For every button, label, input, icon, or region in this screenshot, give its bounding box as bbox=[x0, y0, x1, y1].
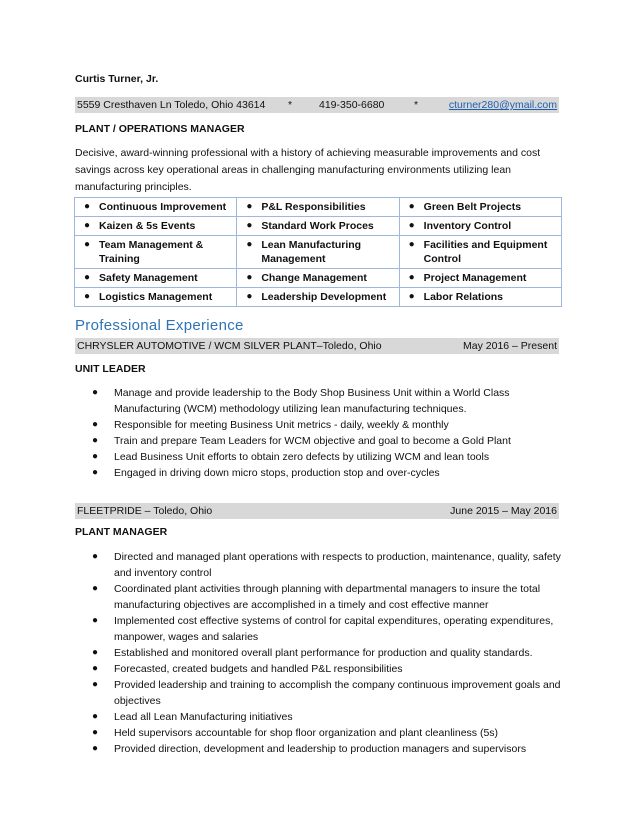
bullet-icon: ● bbox=[92, 467, 99, 478]
bullet-icon: ● bbox=[92, 583, 99, 594]
skills-row bbox=[75, 217, 562, 236]
skills-row bbox=[75, 198, 562, 217]
list-item bbox=[92, 417, 562, 433]
job-dates: June 2015 – May 2016 bbox=[450, 505, 557, 517]
skill-item bbox=[399, 217, 561, 236]
bullet-icon: ● bbox=[246, 291, 253, 302]
skill-label: Safety Management bbox=[99, 272, 198, 284]
bullet-text: Responsible for meeting Business Unit metrics - daily, weekly & monthly bbox=[114, 419, 449, 431]
skill-item bbox=[237, 288, 399, 307]
list-item bbox=[92, 465, 562, 481]
bullet-icon: ● bbox=[408, 201, 415, 212]
bullet-text: Established and monitored overall plant performance for production and quality standards. bbox=[114, 647, 533, 659]
bullet-icon: ● bbox=[246, 201, 253, 212]
bullet-icon: ● bbox=[92, 663, 99, 674]
bullet-icon: ● bbox=[84, 201, 91, 212]
bullet-text: Provided leadership and training to accomplish the company continuous improvement goals and objectives bbox=[114, 679, 561, 707]
skill-label: Change Management bbox=[261, 272, 367, 284]
skills-row bbox=[75, 269, 562, 288]
role-title: UNIT LEADER bbox=[75, 363, 146, 375]
skill-label: Labor Relations bbox=[423, 291, 504, 303]
bullet-icon: ● bbox=[92, 451, 99, 462]
skill-item bbox=[237, 236, 399, 269]
skill-item bbox=[237, 217, 399, 236]
list-item bbox=[92, 449, 562, 465]
list-item bbox=[92, 741, 562, 757]
bullet-icon: ● bbox=[92, 711, 99, 722]
bullet-text: Train and prepare Team Leaders for WCM objective and goal to become a Gold Plant bbox=[114, 435, 511, 447]
list-item bbox=[92, 725, 562, 741]
company-name: FLEETPRIDE – Toledo, Ohio bbox=[77, 505, 213, 517]
bullet-icon: ● bbox=[92, 615, 99, 626]
email-link[interactable]: cturner280@ymail.com bbox=[448, 99, 557, 111]
bullet-icon: ● bbox=[408, 220, 415, 231]
list-item bbox=[92, 385, 562, 417]
skill-item bbox=[75, 236, 237, 269]
skill-item bbox=[399, 269, 561, 288]
list-item bbox=[92, 613, 562, 645]
skill-item bbox=[75, 198, 237, 217]
bullet-text: Lead Business Unit efforts to obtain zero defects by utilizing WCM and lean tools bbox=[114, 451, 490, 463]
skill-label: Facilities and Equipment Control bbox=[423, 239, 548, 265]
skill-label: Kaizen & 5s Events bbox=[99, 220, 196, 232]
bullet-icon: ● bbox=[92, 551, 99, 562]
job-title: PLANT / OPERATIONS MANAGER bbox=[75, 123, 245, 135]
skill-item bbox=[399, 288, 561, 307]
bullet-icon: ● bbox=[84, 239, 91, 250]
skill-label: Team Management & Training bbox=[99, 239, 204, 265]
bullet-icon: ● bbox=[246, 272, 253, 283]
bullet-icon: ● bbox=[408, 291, 415, 302]
bullet-icon: ● bbox=[92, 743, 99, 754]
skill-item bbox=[237, 198, 399, 217]
skill-item bbox=[399, 236, 561, 269]
list-item bbox=[92, 661, 562, 677]
job-bullets bbox=[92, 385, 562, 481]
bullet-text: Coordinated plant activities through planning with departmental managers to insure the total manufacturing objectives are accomplished in a timely and cost effective manner bbox=[114, 583, 541, 611]
bullet-text: Implemented cost effective systems of control for capital expenditures, operating expenditures, manpower, wages and salaries bbox=[114, 615, 554, 643]
skill-item bbox=[75, 217, 237, 236]
bullet-icon: ● bbox=[92, 419, 99, 430]
separator: * bbox=[414, 99, 419, 111]
role-title: PLANT MANAGER bbox=[75, 526, 168, 538]
phone: 419-350-6680 bbox=[319, 99, 385, 111]
job-header-bar bbox=[75, 503, 559, 519]
skill-item bbox=[237, 269, 399, 288]
skill-label: P&L Responsibilities bbox=[261, 201, 366, 213]
bullet-icon: ● bbox=[92, 679, 99, 690]
skill-item bbox=[399, 198, 561, 217]
bullet-text: Provided direction, development and leadership to production managers and supervisors bbox=[114, 743, 527, 755]
skill-label: Logistics Management bbox=[99, 291, 213, 303]
bullet-icon: ● bbox=[408, 272, 415, 283]
skill-item bbox=[75, 288, 237, 307]
experience-heading: Professional Experience bbox=[75, 317, 244, 334]
candidate-name: Curtis Turner, Jr. bbox=[75, 73, 159, 85]
list-item bbox=[92, 709, 562, 725]
skill-label: Project Management bbox=[423, 272, 527, 284]
skills-row bbox=[75, 236, 562, 269]
company-name: CHRYSLER AUTOMOTIVE / WCM SILVER PLANT–Toledo, Ohio bbox=[77, 340, 382, 352]
skill-label: Standard Work Proces bbox=[261, 220, 374, 232]
bullet-text: Manage and provide leadership to the Body Shop Business Unit within a World Class Manufacturing (WCM) methodology utilizing lean manufacturing techniques. bbox=[114, 387, 510, 415]
contact-bar bbox=[75, 97, 559, 113]
skill-label: Green Belt Projects bbox=[423, 201, 522, 213]
list-item bbox=[92, 433, 562, 449]
list-item bbox=[92, 677, 562, 709]
job-bullets bbox=[92, 549, 562, 757]
summary: Decisive, award-winning professional with a history of achieving measurable improvements and cost savings across key operational areas in challenging manufacturing environments utilizing lean manufacturing principles. bbox=[75, 147, 541, 193]
address: 5559 Cresthaven Ln Toledo, Ohio 43614 bbox=[77, 99, 266, 111]
skills-row bbox=[75, 288, 562, 307]
bullet-text: Lead all Lean Manufacturing initiatives bbox=[114, 711, 293, 723]
list-item bbox=[92, 645, 562, 661]
bullet-icon: ● bbox=[92, 647, 99, 658]
list-item bbox=[92, 549, 562, 581]
bullet-text: Engaged in driving down micro stops, production stop and over-cycles bbox=[114, 467, 440, 479]
list-item bbox=[92, 581, 562, 613]
bullet-icon: ● bbox=[84, 272, 91, 283]
skill-label: Lean Manufacturing Management bbox=[261, 239, 362, 265]
bullet-icon: ● bbox=[408, 239, 415, 250]
bullet-icon: ● bbox=[246, 220, 253, 231]
skill-item bbox=[75, 269, 237, 288]
bullet-icon: ● bbox=[92, 435, 99, 446]
job-dates: May 2016 – Present bbox=[463, 340, 557, 352]
skill-label: Leadership Development bbox=[261, 291, 387, 303]
bullet-icon: ● bbox=[84, 220, 91, 231]
bullet-icon: ● bbox=[84, 291, 91, 302]
bullet-text: Directed and managed plant operations with respects to production, maintenance, quality, safety and inventory control bbox=[114, 551, 561, 579]
job-header-bar bbox=[75, 338, 559, 354]
bullet-icon: ● bbox=[92, 387, 99, 398]
skill-label: Continuous Improvement bbox=[99, 201, 227, 213]
bullet-icon: ● bbox=[246, 239, 253, 250]
bullet-text: Held supervisors accountable for shop floor organization and plant cleanliness (5s) bbox=[114, 727, 499, 739]
skill-label: Inventory Control bbox=[423, 220, 512, 232]
separator: * bbox=[288, 99, 293, 111]
skills-table bbox=[74, 197, 562, 307]
bullet-text: Forecasted, created budgets and handled P&L responsibilities bbox=[114, 663, 403, 675]
bullet-icon: ● bbox=[92, 727, 99, 738]
